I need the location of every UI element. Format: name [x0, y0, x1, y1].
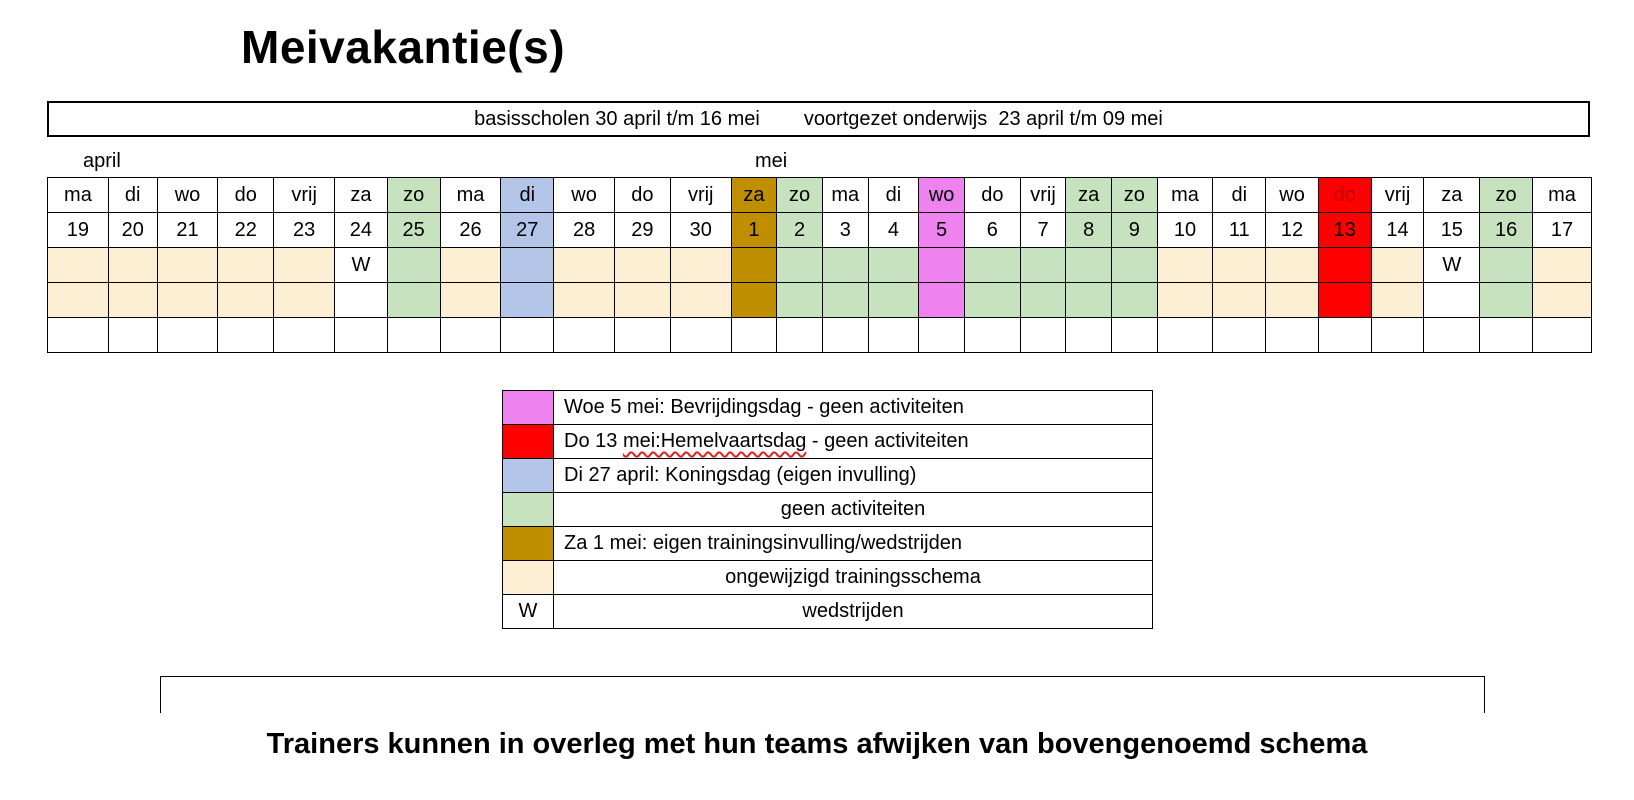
- schedule-cell: [1157, 283, 1213, 318]
- legend-text: Di 27 april: Koningsdag (eigen invulling): [554, 459, 1153, 493]
- weekday-cell: za: [335, 178, 388, 213]
- date-cell: 26: [440, 213, 501, 248]
- schedule-cell: [822, 248, 868, 283]
- date-cell: 21: [157, 213, 218, 248]
- legend-swatch: [503, 391, 554, 425]
- schedule-cell: [1532, 318, 1591, 353]
- date-cell: 16: [1480, 213, 1533, 248]
- schedule-cell: [964, 283, 1020, 318]
- schedule-cell: [1213, 283, 1266, 318]
- schedule-cell: [670, 318, 731, 353]
- schedule-cell: [335, 318, 388, 353]
- schedule-cell: [1112, 283, 1158, 318]
- schedule-cell: [48, 248, 109, 283]
- schedule-row: [48, 318, 1592, 353]
- schedule-cell: [1266, 318, 1319, 353]
- legend-row: [503, 527, 1153, 561]
- date-cell: 2: [777, 213, 823, 248]
- schedule-cell: [501, 318, 554, 353]
- school-holiday-info: [47, 101, 1590, 137]
- schedule-cell: [1112, 318, 1158, 353]
- weekday-cell: di: [108, 178, 157, 213]
- date-cell: 14: [1371, 213, 1424, 248]
- schedule-cell: [868, 248, 919, 283]
- date-cell: 30: [670, 213, 731, 248]
- legend-table: [502, 390, 1153, 629]
- weekday-cell: vrij: [670, 178, 731, 213]
- schedule-cell: [501, 283, 554, 318]
- date-cell: 8: [1066, 213, 1112, 248]
- schedule-cell: [868, 283, 919, 318]
- schedule-cell: [1480, 283, 1533, 318]
- schedule-cell: [108, 318, 157, 353]
- weekday-cell: zo: [1480, 178, 1533, 213]
- weekday-cell: ma: [48, 178, 109, 213]
- date-cell: 15: [1424, 213, 1480, 248]
- schedule-cell: [1213, 248, 1266, 283]
- schedule-cell: [670, 248, 731, 283]
- date-cell: 24: [335, 213, 388, 248]
- weekday-cell: do: [615, 178, 671, 213]
- schedule-cell: [440, 283, 501, 318]
- schedule-cell: [822, 318, 868, 353]
- schedule-cell: [387, 283, 440, 318]
- legend-swatch: [503, 459, 554, 493]
- schedule-cell: [670, 283, 731, 318]
- weekday-cell: do: [1318, 178, 1371, 213]
- schedule-cell: [387, 248, 440, 283]
- date-row: [48, 213, 1592, 248]
- legend-text: Woe 5 mei: Bevrijdingsdag - geen activiteiten: [554, 391, 1153, 425]
- schedule-cell: [48, 283, 109, 318]
- schedule-cell: [777, 248, 823, 283]
- schedule-cell: [157, 248, 218, 283]
- date-cell: 5: [919, 213, 965, 248]
- footer-note: Trainers kunnen in overleg met hun teams afwijken van bovengenoemd schema: [266, 728, 1368, 760]
- date-cell: 17: [1532, 213, 1591, 248]
- schedule-cell: [274, 283, 335, 318]
- legend-text: Za 1 mei: eigen trainingsinvulling/wedstrijden: [554, 527, 1153, 561]
- weekday-cell: ma: [1532, 178, 1591, 213]
- schedule-cell: [1157, 248, 1213, 283]
- schedule-cell: [615, 283, 671, 318]
- primary-school-dates: basisscholen 30 april t/m 16 mei: [474, 107, 760, 130]
- legend-text: wedstrijden: [554, 595, 1153, 629]
- date-cell: 25: [387, 213, 440, 248]
- schedule-cell: W: [1424, 248, 1480, 283]
- schedule-cell: [440, 248, 501, 283]
- schedule-cell: [731, 248, 777, 283]
- schedule-cell: [108, 283, 157, 318]
- weekday-cell: ma: [1157, 178, 1213, 213]
- date-cell: 23: [274, 213, 335, 248]
- schedule-cell: [218, 318, 274, 353]
- weekday-cell: ma: [440, 178, 501, 213]
- legend-row: [503, 425, 1153, 459]
- date-cell: 27: [501, 213, 554, 248]
- weekday-cell: di: [868, 178, 919, 213]
- notes-box: [160, 676, 1485, 713]
- schedule-cell: [615, 248, 671, 283]
- weekday-cell: wo: [554, 178, 615, 213]
- schedule-cell: [868, 318, 919, 353]
- schedule-cell: [48, 318, 109, 353]
- date-cell: 20: [108, 213, 157, 248]
- weekday-cell: zo: [387, 178, 440, 213]
- schedule-cell: [919, 283, 965, 318]
- weekday-cell: zo: [1112, 178, 1158, 213]
- schedule-cell: [1318, 318, 1371, 353]
- schedule-cell: [1213, 318, 1266, 353]
- date-cell: 3: [822, 213, 868, 248]
- schedule-cell: [1318, 283, 1371, 318]
- legend-row: [503, 493, 1153, 527]
- schedule-cell: [1066, 248, 1112, 283]
- date-cell: 6: [964, 213, 1020, 248]
- schedule-cell: [335, 283, 388, 318]
- schedule-cell: [387, 318, 440, 353]
- date-cell: 28: [554, 213, 615, 248]
- schedule-cell: [777, 318, 823, 353]
- schedule-cell: [731, 318, 777, 353]
- date-cell: 13: [1318, 213, 1371, 248]
- schedule-cell: [1020, 283, 1066, 318]
- date-cell: 12: [1266, 213, 1319, 248]
- legend-row: [503, 561, 1153, 595]
- schedule-cell: [1480, 248, 1533, 283]
- schedule-cell: [1532, 248, 1591, 283]
- legend-swatch: [503, 425, 554, 459]
- schedule-cell: [554, 318, 615, 353]
- legend-swatch: W: [503, 595, 554, 629]
- legend-row: [503, 391, 1153, 425]
- schedule-cell: [440, 318, 501, 353]
- month-label-april: april: [83, 150, 121, 172]
- page-title: Meivakantie(s): [241, 21, 566, 73]
- schedule-cell: [108, 248, 157, 283]
- schedule-cell: [919, 248, 965, 283]
- schedule-cell: W: [335, 248, 388, 283]
- schedule-cell: [1371, 248, 1424, 283]
- schedule-cell: [1112, 248, 1158, 283]
- schedule-cell: [1480, 318, 1533, 353]
- weekday-cell: wo: [157, 178, 218, 213]
- legend-swatch: [503, 493, 554, 527]
- schedule-cell: [218, 283, 274, 318]
- schedule-cell: [1020, 248, 1066, 283]
- schedule-cell: [1066, 283, 1112, 318]
- schedule-cell: [1266, 283, 1319, 318]
- secondary-school-dates: voortgezet onderwijs 23 april t/m 09 mei: [803, 107, 1163, 130]
- schedule-cell: [1532, 283, 1591, 318]
- schedule-cell: [554, 248, 615, 283]
- schedule-cell: [157, 318, 218, 353]
- weekday-cell: di: [1213, 178, 1266, 213]
- date-cell: 9: [1112, 213, 1158, 248]
- weekday-cell: za: [1424, 178, 1480, 213]
- weekday-cell: za: [731, 178, 777, 213]
- date-cell: 29: [615, 213, 671, 248]
- weekday-cell: vrij: [1020, 178, 1066, 213]
- schedule-cell: [1157, 318, 1213, 353]
- schedule-cell: [1371, 283, 1424, 318]
- schedule-cell: [1424, 283, 1480, 318]
- schedule-cell: [218, 248, 274, 283]
- weekday-cell: vrij: [1371, 178, 1424, 213]
- schedule-cell: [731, 283, 777, 318]
- weekday-cell: wo: [1266, 178, 1319, 213]
- weekday-cell: do: [218, 178, 274, 213]
- schedule-row: [48, 248, 1592, 283]
- schedule-cell: [964, 318, 1020, 353]
- schedule-cell: [1020, 318, 1066, 353]
- legend-swatch: [503, 527, 554, 561]
- date-cell: 19: [48, 213, 109, 248]
- date-cell: 1: [731, 213, 777, 248]
- schedule-cell: [1371, 318, 1424, 353]
- month-label-mei: mei: [755, 150, 788, 172]
- date-cell: 10: [1157, 213, 1213, 248]
- schedule-cell: [822, 283, 868, 318]
- schedule-cell: [919, 318, 965, 353]
- weekday-cell: zo: [777, 178, 823, 213]
- date-cell: 22: [218, 213, 274, 248]
- schedule-cell: [274, 248, 335, 283]
- legend-row: [503, 595, 1153, 629]
- legend-text: ongewijzigd trainingsschema: [554, 561, 1153, 595]
- date-cell: 7: [1020, 213, 1066, 248]
- schedule-cell: [554, 283, 615, 318]
- schedule-row: [48, 283, 1592, 318]
- schedule-cell: [777, 283, 823, 318]
- legend-text: geen activiteiten: [554, 493, 1153, 527]
- schedule-cell: [1266, 248, 1319, 283]
- schedule-cell: [1066, 318, 1112, 353]
- schedule-cell: [274, 318, 335, 353]
- legend-swatch: [503, 561, 554, 595]
- legend-text: Do 13 mei:Hemelvaartsdag - geen activiteiten: [554, 425, 1153, 459]
- weekday-cell: vrij: [274, 178, 335, 213]
- weekday-cell: za: [1066, 178, 1112, 213]
- calendar-table: [47, 177, 1592, 353]
- date-cell: 11: [1213, 213, 1266, 248]
- schedule-cell: [1318, 248, 1371, 283]
- schedule-cell: [157, 283, 218, 318]
- weekday-cell: do: [964, 178, 1020, 213]
- schedule-cell: [615, 318, 671, 353]
- weekday-cell: wo: [919, 178, 965, 213]
- weekday-cell: di: [501, 178, 554, 213]
- legend-row: [503, 459, 1153, 493]
- schedule-cell: [1424, 318, 1480, 353]
- weekday-row: [48, 178, 1592, 213]
- date-cell: 4: [868, 213, 919, 248]
- schedule-cell: [964, 248, 1020, 283]
- weekday-cell: ma: [822, 178, 868, 213]
- schedule-cell: [501, 248, 554, 283]
